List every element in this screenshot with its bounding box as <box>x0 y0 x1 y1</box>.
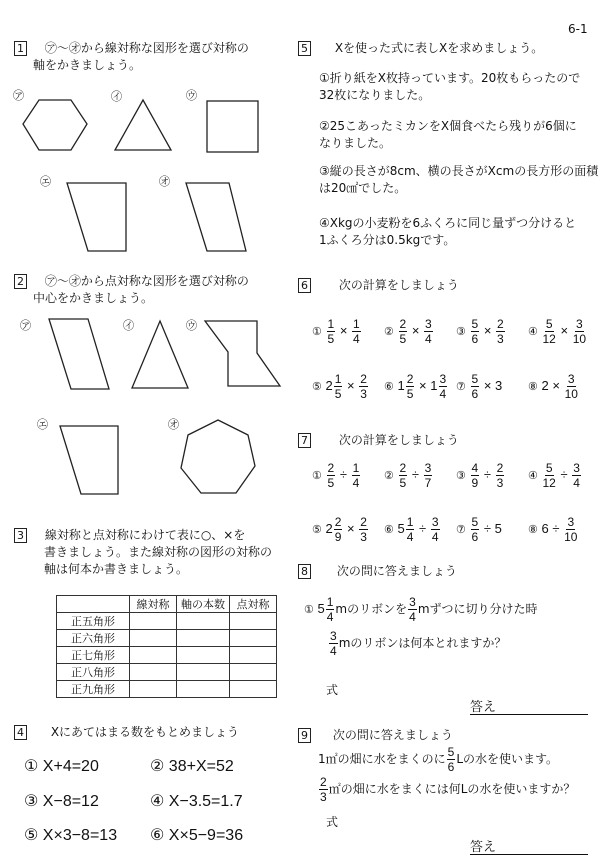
header-cell: 軸の本数 <box>177 596 230 613</box>
equation-item <box>150 791 243 811</box>
question-title-cont: 軸をかきましょう。 <box>33 58 142 72</box>
label-a: ㋐ <box>20 319 31 332</box>
equation: X−8=12 <box>42 793 99 810</box>
denominator: 5 <box>327 476 335 490</box>
fraction <box>334 373 343 400</box>
problem-text: 1ふくろ分は0.5kgです。 <box>319 233 456 247</box>
question-number: 5 <box>298 41 311 56</box>
question-9 <box>298 727 453 744</box>
problem-text: 1㎡の畑に水をまくのに <box>318 751 446 766</box>
question-number: 4 <box>14 725 27 740</box>
question-6 <box>298 277 459 294</box>
denominator: 4 <box>326 610 334 624</box>
denominator: 3 <box>360 387 367 401</box>
answer-cell[interactable] <box>230 630 277 647</box>
answer-line[interactable] <box>470 836 588 855</box>
question-title: Xを使った式に表しXを求めましょう。 <box>334 41 544 55</box>
denominator: 3 <box>320 790 327 804</box>
operator: ÷ <box>483 466 491 482</box>
row-label: 正五角形 <box>57 613 130 630</box>
item-number: ⑤ <box>312 380 322 393</box>
calc-item <box>456 462 505 489</box>
denominator: 10 <box>564 530 578 544</box>
label-e: ㋓ <box>40 175 51 188</box>
heptagon <box>181 420 255 493</box>
calc-item <box>456 318 506 345</box>
question-number: 2 <box>14 274 27 289</box>
fraction <box>359 373 368 400</box>
numerator: 3 <box>573 461 580 475</box>
operator: ÷ <box>419 520 427 536</box>
table-row <box>57 647 277 664</box>
denominator: 10 <box>564 387 578 401</box>
fraction <box>565 373 578 400</box>
calc-item <box>312 516 369 543</box>
operator: ÷ <box>560 466 568 482</box>
fraction <box>424 462 433 489</box>
denominator: 9 <box>471 476 479 490</box>
numerator: 3 <box>439 372 447 386</box>
numerator: 1 <box>327 317 335 331</box>
denominator: 3 <box>497 332 504 346</box>
item-number: ④ <box>528 325 538 338</box>
parallelogram <box>49 319 109 389</box>
item-number: ③ <box>456 325 466 338</box>
denominator: 6 <box>471 332 479 346</box>
item-number: ⑤ <box>312 523 322 536</box>
symmetry-table <box>56 595 277 698</box>
word-problem <box>319 70 580 104</box>
denominator: 4 <box>409 610 416 624</box>
answer-cell[interactable] <box>130 630 177 647</box>
operator: × <box>560 322 569 338</box>
whole-number: 5 <box>317 600 325 616</box>
equation-item <box>24 791 99 811</box>
question-1 <box>14 40 249 74</box>
operator: ÷ <box>411 466 419 482</box>
denominator: 5 <box>399 476 407 490</box>
numerator: 2 <box>360 515 367 529</box>
fraction <box>543 462 556 489</box>
question-number: 1 <box>14 41 27 56</box>
numerator: 3 <box>567 372 575 386</box>
denominator: 4 <box>425 332 432 346</box>
problem-text: ③縦の長さが8cm、横の長さがXcmの長方形の面積 <box>319 164 599 178</box>
problem-text: ④Xkgの小麦粉を6ふくろに同じ量ずつ分けると <box>319 216 577 230</box>
denominator: 6 <box>471 530 479 544</box>
item-number: ⑦ <box>456 380 466 393</box>
numerator: 2 <box>406 372 414 386</box>
question-title: Xにあてはまる数をもとめましょう <box>50 725 240 739</box>
numerator: 3 <box>409 595 416 609</box>
item-number: ② <box>384 325 394 338</box>
answer-cell[interactable] <box>177 681 230 698</box>
numerator: 2 <box>320 775 327 789</box>
fraction <box>572 462 581 489</box>
calc-item <box>384 318 434 345</box>
table-row <box>57 681 277 698</box>
answer-cell[interactable] <box>177 630 230 647</box>
numerator: 1 <box>326 595 334 609</box>
problem-text: なりました。 <box>319 136 392 150</box>
calc-item <box>528 318 587 345</box>
answer-cell[interactable] <box>130 647 177 664</box>
fraction <box>352 462 361 489</box>
fraction <box>334 516 343 543</box>
trapezoid <box>60 426 118 494</box>
answer-cell[interactable] <box>177 664 230 681</box>
denominator: 4 <box>330 644 337 658</box>
label-u: ㋒ <box>186 319 197 332</box>
item-number: ④ <box>528 469 538 482</box>
problem-text: ①折り紙をX枚持っています。20枚もらったので <box>319 71 581 85</box>
problem-text: ②25こあったミカンをX個食べたら残りが6個に <box>319 119 577 133</box>
calc-item <box>384 516 441 543</box>
word-problem <box>319 118 577 152</box>
fraction <box>573 318 586 345</box>
header-cell <box>57 596 130 613</box>
item-number: ① <box>24 758 39 775</box>
q2-figures <box>0 300 290 500</box>
denominator: 4 <box>439 387 447 401</box>
calc-item <box>528 462 582 489</box>
page-number: 6-1 <box>568 22 588 36</box>
field-problem-line1 <box>318 746 558 773</box>
operator: × <box>347 520 355 536</box>
question-4 <box>14 724 239 741</box>
denominator: 10 <box>572 332 587 346</box>
item-number: ⑥ <box>384 523 394 536</box>
problem-text: ㎡の畑に水をまくには何Lの水を使いますか？ <box>328 781 576 796</box>
numerator: 1 <box>334 372 342 386</box>
calc-item <box>528 373 579 400</box>
denominator: 4 <box>406 530 414 544</box>
question-title: ㋐～㋔から点対称な図形を選び対称の <box>44 274 249 288</box>
label-a: ㋐ <box>13 89 24 102</box>
square <box>207 101 258 152</box>
word-problem <box>319 215 576 249</box>
answer-cell[interactable] <box>177 647 230 664</box>
numerator: 3 <box>431 515 439 529</box>
numerator: 1 <box>406 515 414 529</box>
problem-text: mずつに切り分けた時 <box>417 601 538 616</box>
equation: X−3.5=1.7 <box>168 793 243 810</box>
item-number: ③ <box>456 469 466 482</box>
operator: ÷ <box>552 520 560 536</box>
question-number: 3 <box>14 528 27 543</box>
numerator: 4 <box>471 461 479 475</box>
fraction <box>564 516 577 543</box>
denominator: 9 <box>334 530 342 544</box>
answer-label: 答え <box>470 840 497 855</box>
fraction <box>329 630 338 657</box>
denominator: 12 <box>542 476 556 490</box>
fraction <box>447 746 456 773</box>
calc-item <box>456 373 502 400</box>
numerator: 3 <box>330 629 337 643</box>
fraction <box>471 516 480 543</box>
operator: × <box>411 322 420 338</box>
numerator: 3 <box>424 461 432 475</box>
label-i: ㋑ <box>111 90 122 103</box>
question-7 <box>298 432 459 449</box>
problem-text: 32枚になりました。 <box>319 88 431 102</box>
field-problem-line2 <box>318 776 575 803</box>
item-number: ⑥ <box>150 827 165 844</box>
question-title: ㋐～㋔から線対称な図形を選び対称の <box>44 41 249 55</box>
operator: × <box>483 377 492 393</box>
word-problem <box>319 163 598 197</box>
numerator: 5 <box>471 515 479 529</box>
answer-label: 答え <box>470 700 497 715</box>
denominator: 3 <box>360 530 367 544</box>
question-title: 次の問に答えましょう <box>332 728 453 742</box>
fraction <box>439 373 448 400</box>
numerator: 5 <box>471 372 479 386</box>
fraction <box>406 516 415 543</box>
item-number: ⑥ <box>384 380 394 393</box>
ribbon-problem-line1 <box>304 596 538 623</box>
question-title: 線対称と点対称にわけて表に○、×を <box>44 528 246 542</box>
calc-item <box>312 462 361 489</box>
whole-number: 2 <box>325 377 333 393</box>
operator: × <box>419 377 427 393</box>
question-title: 次の計算をしましょう <box>338 433 459 447</box>
denominator: 4 <box>431 530 439 544</box>
question-number: 7 <box>298 433 311 448</box>
question-title-cont: 書きましょう。また線対称の図形の対称の <box>44 545 273 559</box>
question-3 <box>14 527 272 578</box>
item-number: ② <box>150 758 165 775</box>
answer-cell[interactable] <box>230 681 277 698</box>
item-number: ⑦ <box>456 523 466 536</box>
numerator: 3 <box>576 317 583 331</box>
equation: X+4=20 <box>42 758 99 775</box>
denominator: 3 <box>496 476 504 490</box>
denominator: 4 <box>352 476 360 490</box>
operator: × <box>483 322 492 338</box>
trapezoid <box>67 183 126 251</box>
denominator: 12 <box>542 332 556 346</box>
integer: 3 <box>495 377 503 393</box>
fraction <box>471 373 480 400</box>
denominator: 5 <box>406 387 414 401</box>
fraction <box>424 318 433 345</box>
equation: X×5−9=36 <box>168 827 244 844</box>
answer-cell[interactable] <box>177 613 230 630</box>
fraction <box>496 462 505 489</box>
whole-number: 1 <box>397 377 405 393</box>
row-label: 正八角形 <box>57 664 130 681</box>
operator: × <box>347 377 355 393</box>
numerator: 2 <box>496 461 504 475</box>
table-header-row <box>57 596 277 613</box>
denominator: 5 <box>327 332 335 346</box>
numerator: 5 <box>545 461 553 475</box>
fraction <box>543 318 556 345</box>
header-cell: 点対称 <box>230 596 277 613</box>
denominator: 6 <box>447 760 455 774</box>
item-number: ① <box>304 603 314 616</box>
operator: × <box>339 322 348 338</box>
answer-cell[interactable] <box>130 613 177 630</box>
item-number: ⑧ <box>528 523 538 536</box>
problem-text: mのリボンを <box>335 601 408 616</box>
fraction <box>326 596 335 623</box>
numerator: 3 <box>567 515 575 529</box>
fraction <box>352 318 361 345</box>
integer: 6 <box>541 520 549 536</box>
denominator: 4 <box>353 332 360 346</box>
equation: 38+X=52 <box>168 758 234 775</box>
item-number: ④ <box>150 793 165 810</box>
fraction <box>406 373 415 400</box>
row-label: 正六角形 <box>57 630 130 647</box>
denominator: 4 <box>573 476 580 490</box>
calc-item <box>384 373 448 400</box>
numerator: 3 <box>425 317 432 331</box>
numerator: 2 <box>334 515 342 529</box>
numerator: 2 <box>497 317 504 331</box>
question-number: 8 <box>298 564 311 579</box>
answer-cell[interactable] <box>230 664 277 681</box>
label-u: ㋒ <box>186 89 197 102</box>
question-title-cont: 軸は何本か書きましょう。 <box>44 562 189 576</box>
equation: X×3−8=13 <box>42 827 118 844</box>
fraction <box>399 318 408 345</box>
integer: 2 <box>541 377 549 393</box>
fraction <box>319 776 328 803</box>
operator: ÷ <box>339 466 347 482</box>
point-symmetric-shape <box>205 321 280 386</box>
formula-label: 式 <box>326 815 339 829</box>
item-number: ⑤ <box>24 827 39 844</box>
label-e: ㋓ <box>37 418 48 431</box>
denominator: 6 <box>471 387 479 401</box>
calc-item <box>312 373 369 400</box>
denominator: 5 <box>399 332 407 346</box>
answer-cell[interactable] <box>230 613 277 630</box>
question-5 <box>298 40 543 57</box>
answer-line[interactable] <box>470 696 588 715</box>
denominator: 5 <box>334 387 342 401</box>
answer-cell[interactable] <box>230 647 277 664</box>
problem-text: Lの水を使います。 <box>456 751 559 766</box>
question-title-cont: 中心をかきましょう。 <box>33 291 154 305</box>
table-row <box>57 630 277 647</box>
fraction <box>471 462 480 489</box>
label-o: ㋔ <box>159 175 170 188</box>
question-title: 次の計算をしましょう <box>338 278 459 292</box>
item-number: ③ <box>24 793 39 810</box>
row-label: 正七角形 <box>57 647 130 664</box>
numerator: 2 <box>327 461 335 475</box>
whole-number: 1 <box>430 377 438 393</box>
operator: ÷ <box>483 520 491 536</box>
equation-item <box>150 825 243 845</box>
item-number: ① <box>312 469 322 482</box>
numerator: 5 <box>545 317 553 331</box>
answer-cell[interactable] <box>130 681 177 698</box>
problem-text: mのリボンは何本とれますか？ <box>338 635 507 650</box>
question-number: 6 <box>298 278 311 293</box>
parallelogram <box>186 183 246 251</box>
fraction <box>359 516 368 543</box>
q1-figures <box>0 80 290 300</box>
whole-number: 2 <box>325 520 333 536</box>
table-row <box>57 613 277 630</box>
numerator: 2 <box>399 317 407 331</box>
operator: × <box>552 377 560 393</box>
fraction <box>471 318 480 345</box>
hexagon <box>23 100 87 150</box>
numerator: 5 <box>471 317 479 331</box>
label-o: ㋔ <box>168 418 179 431</box>
numerator: 1 <box>353 317 360 331</box>
triangle <box>132 321 188 388</box>
item-number: ⑧ <box>528 380 538 393</box>
question-8 <box>298 563 457 580</box>
fraction <box>496 318 505 345</box>
formula-label: 式 <box>326 683 339 697</box>
calc-item <box>456 516 502 543</box>
numerator: 1 <box>352 461 360 475</box>
fraction <box>327 462 336 489</box>
numerator: 5 <box>447 745 455 759</box>
calc-item <box>384 462 433 489</box>
equation-item <box>24 756 99 776</box>
problem-text: は20㎠でした。 <box>319 181 407 195</box>
fraction <box>399 462 408 489</box>
equation-item <box>150 756 234 776</box>
calc-item <box>312 318 362 345</box>
whole-number: 5 <box>397 520 405 536</box>
denominator: 7 <box>424 476 432 490</box>
table-row <box>57 664 277 681</box>
question-number: 9 <box>298 728 311 743</box>
answer-cell[interactable] <box>130 664 177 681</box>
fraction <box>431 516 440 543</box>
numerator: 2 <box>399 461 407 475</box>
fraction <box>327 318 336 345</box>
equation-item <box>24 825 117 845</box>
triangle <box>115 100 171 150</box>
ribbon-problem-line2 <box>328 630 506 657</box>
item-number: ① <box>312 325 322 338</box>
question-title: 次の問に答えましょう <box>336 564 457 578</box>
fraction <box>408 596 417 623</box>
item-number: ② <box>384 469 394 482</box>
integer: 5 <box>494 520 502 536</box>
header-cell: 線対称 <box>130 596 177 613</box>
calc-item <box>528 516 578 543</box>
row-label: 正九角形 <box>57 681 130 698</box>
label-i: ㋑ <box>123 319 134 332</box>
numerator: 2 <box>360 372 367 386</box>
